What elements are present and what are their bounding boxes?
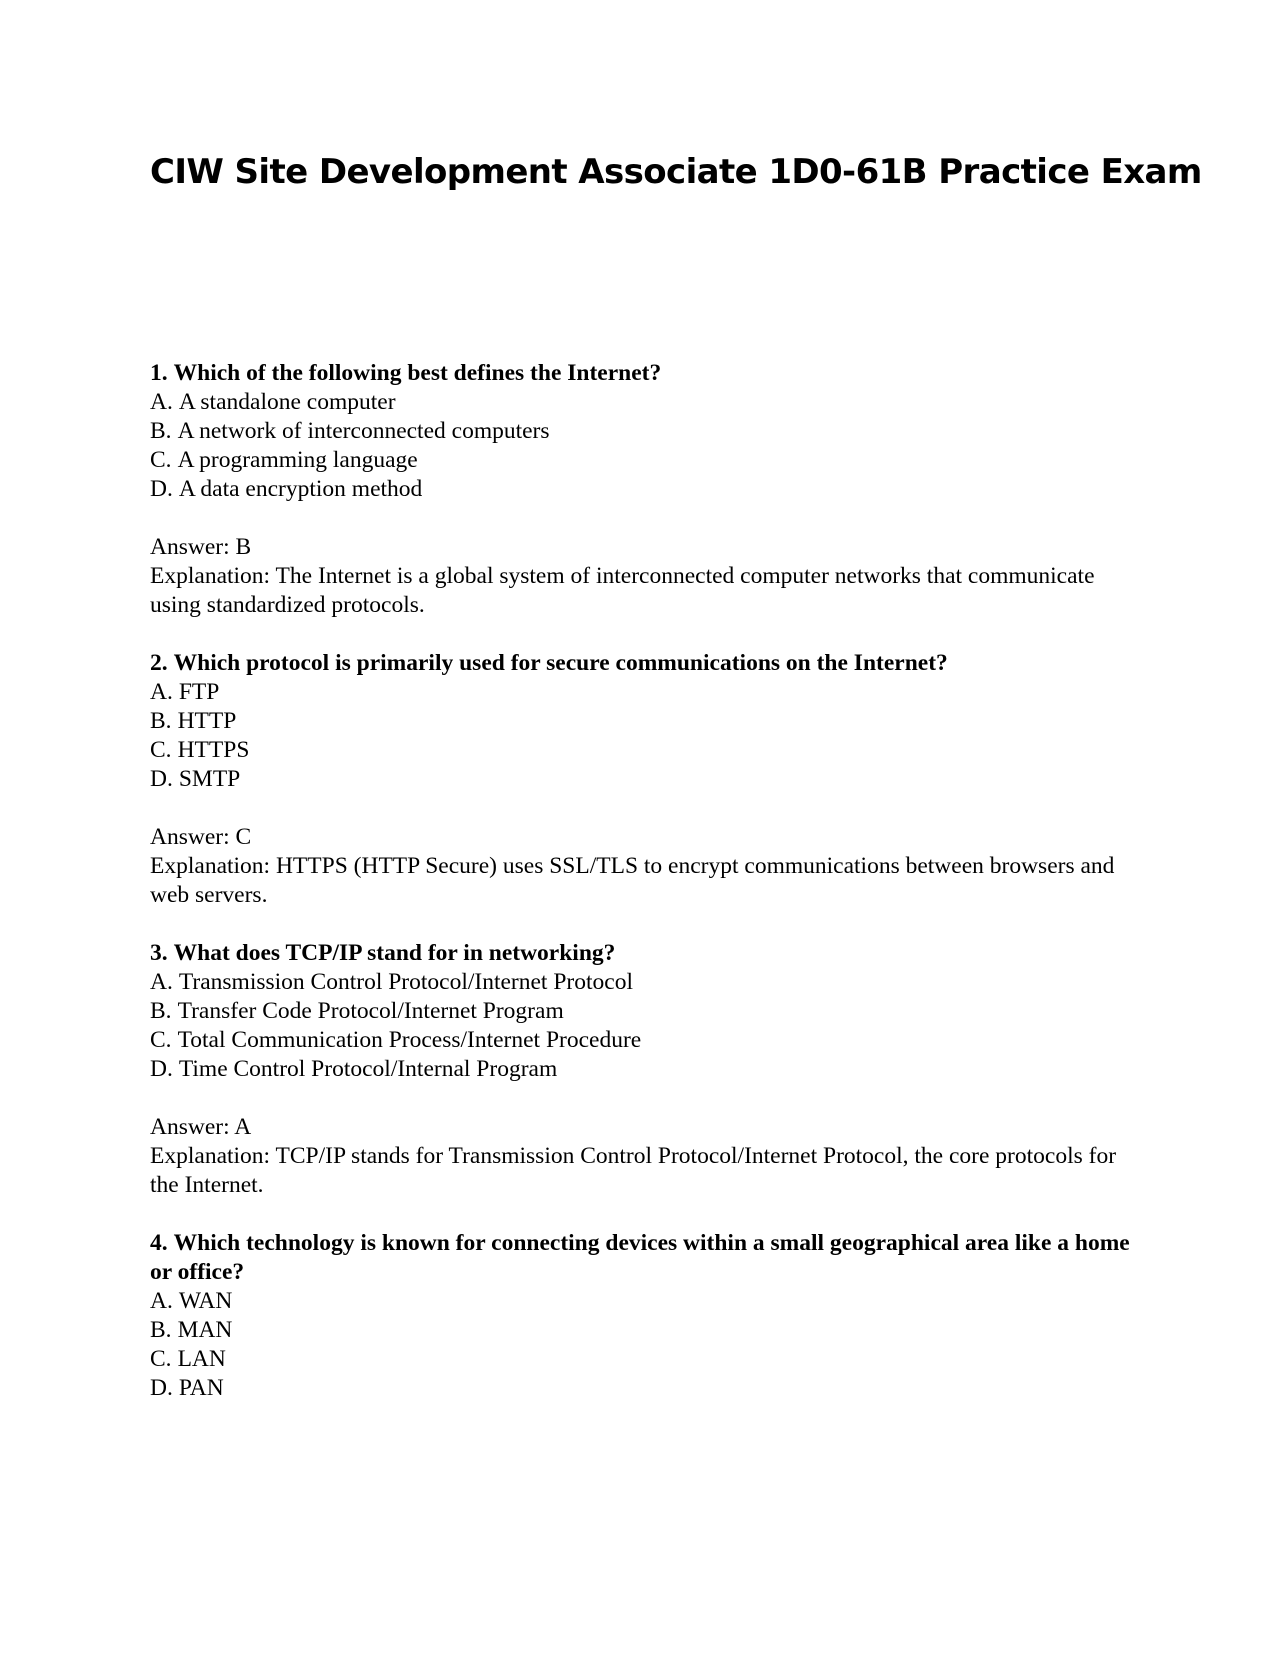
option-letter: D.: [150, 476, 173, 502]
question-prompt: What does TCP/IP stand for in networking?: [173, 940, 616, 966]
option-c: [150, 736, 1130, 765]
answer-block: [150, 1113, 1130, 1200]
option-text: A programming language: [177, 447, 418, 473]
option-b: [150, 417, 1130, 446]
question-2: [150, 649, 1130, 910]
option-text: Transfer Code Protocol/Internet Program: [177, 998, 564, 1024]
option-text: Total Communication Process/Internet Procedure: [177, 1027, 642, 1053]
option-a: [150, 1287, 1130, 1316]
option-text: SMTP: [178, 766, 241, 792]
option-a: [150, 968, 1130, 997]
question-2-text: [150, 649, 1130, 678]
option-letter: C.: [150, 737, 172, 763]
option-text: Time Control Protocol/Internal Program: [178, 1056, 558, 1082]
option-letter: A.: [150, 969, 173, 995]
option-d: [150, 1055, 1130, 1084]
question-1-text: [150, 359, 1130, 388]
option-letter: A.: [150, 679, 173, 705]
option-text: FTP: [178, 679, 220, 705]
option-letter: B.: [150, 418, 172, 444]
option-a: [150, 388, 1130, 417]
answer-text: Answer: B: [150, 534, 252, 560]
answer-text: Answer: C: [150, 824, 252, 850]
answer-text: Answer: A: [150, 1114, 252, 1140]
option-letter: D.: [150, 766, 173, 792]
question-list: [150, 359, 1130, 1432]
answer-block: [150, 823, 1130, 910]
explanation-text: Explanation: HTTPS (HTTP Secure) uses SSL/TLS to encrypt communications between browsers and web servers.: [150, 853, 1115, 908]
option-c: [150, 1345, 1130, 1374]
option-b: [150, 997, 1130, 1026]
question-4: [150, 1229, 1130, 1403]
option-d: [150, 1374, 1130, 1403]
option-b: [150, 707, 1130, 736]
question-4-text: [150, 1229, 1130, 1287]
option-letter: D.: [150, 1375, 173, 1401]
option-letter: A.: [150, 389, 173, 415]
option-letter: A.: [150, 1288, 173, 1314]
option-text: A network of interconnected computers: [177, 418, 550, 444]
question-prompt: Which of the following best defines the Internet?: [173, 360, 662, 386]
option-text: Transmission Control Protocol/Internet Protocol: [178, 969, 633, 995]
option-text: MAN: [177, 1317, 233, 1343]
question-number: 3.: [150, 940, 168, 966]
question-number: 2.: [150, 650, 168, 676]
option-letter: C.: [150, 1346, 172, 1372]
option-letter: B.: [150, 998, 172, 1024]
page-title: CIW Site Development Associate 1D0-61B Practice Exam: [150, 152, 1202, 192]
option-letter: D.: [150, 1056, 173, 1082]
option-letter: C.: [150, 447, 172, 473]
option-c: [150, 1026, 1130, 1055]
option-d: [150, 765, 1130, 794]
explanation-text: Explanation: TCP/IP stands for Transmission Control Protocol/Internet Protocol, the core protocols for the Internet.: [150, 1143, 1117, 1198]
question-1: [150, 359, 1130, 620]
option-letter: C.: [150, 1027, 172, 1053]
option-c: [150, 446, 1130, 475]
question-prompt: Which protocol is primarily used for secure communications on the Internet?: [173, 650, 948, 676]
option-text: A standalone computer: [178, 389, 396, 415]
option-d: [150, 475, 1130, 504]
question-number: 1.: [150, 360, 168, 386]
option-text: PAN: [178, 1375, 224, 1401]
question-3-text: [150, 939, 1130, 968]
explanation-text: Explanation: The Internet is a global system of interconnected computer networks that communicate using standardized protocols.: [150, 563, 1095, 618]
option-text: A data encryption method: [178, 476, 423, 502]
option-text: WAN: [178, 1288, 233, 1314]
option-text: LAN: [177, 1346, 226, 1372]
option-text: HTTPS: [177, 737, 250, 763]
option-letter: B.: [150, 708, 172, 734]
option-a: [150, 678, 1130, 707]
option-b: [150, 1316, 1130, 1345]
option-text: HTTP: [177, 708, 237, 734]
question-prompt: Which technology is known for connecting devices within a small geographical area like a home or office?: [150, 1230, 1130, 1285]
option-letter: B.: [150, 1317, 172, 1343]
question-3: [150, 939, 1130, 1200]
answer-block: [150, 533, 1130, 620]
question-number: 4.: [150, 1230, 168, 1256]
